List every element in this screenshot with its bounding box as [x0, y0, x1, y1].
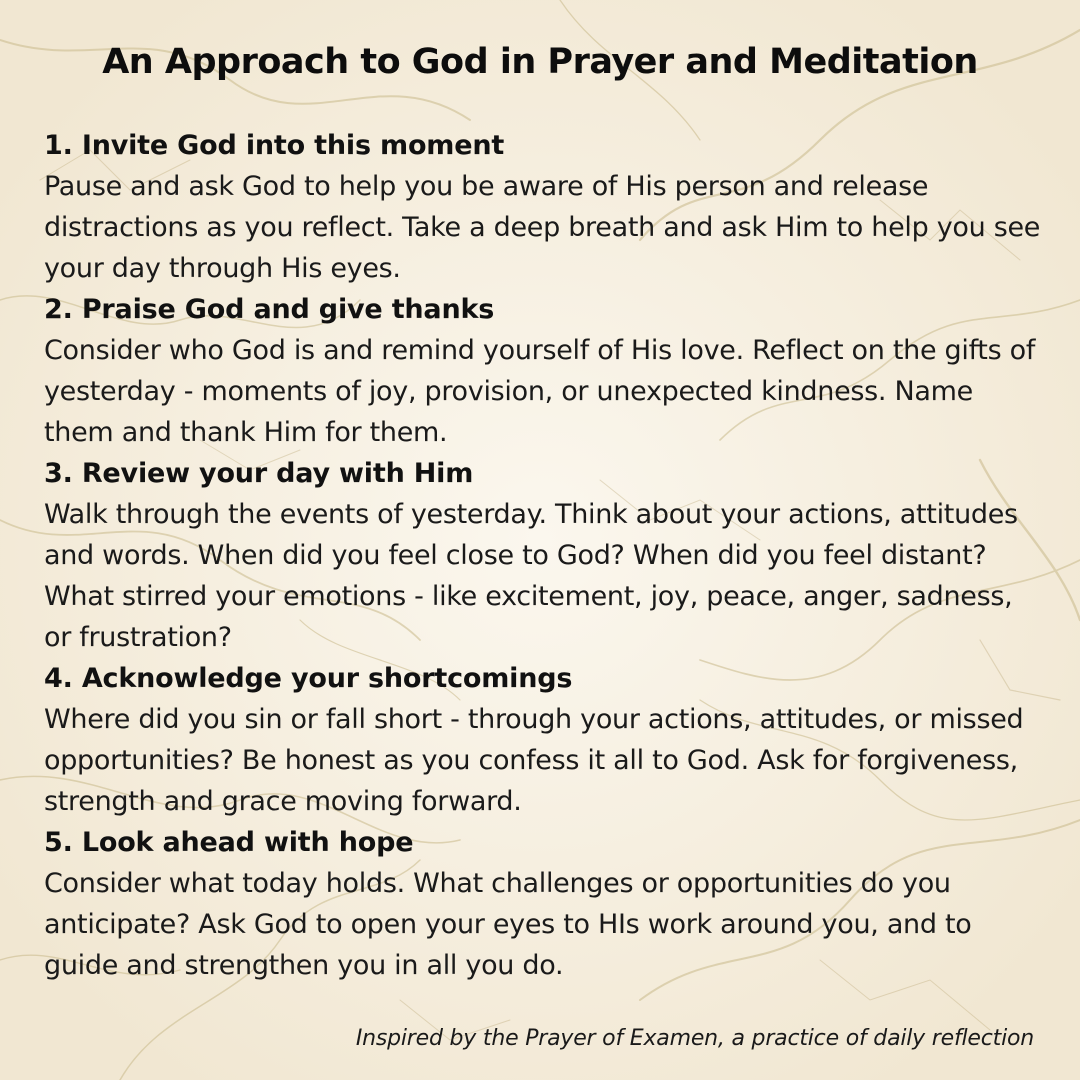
step-heading: 3. Review your day with Him [44, 458, 474, 489]
step-item [44, 125, 1044, 289]
step-item [44, 289, 1044, 453]
step-item [44, 658, 1044, 822]
step-heading: 4. Acknowledge your shortcomings [44, 663, 573, 694]
step-body: Pause and ask God to help you be aware of His person and release distractions as you reflect. Take a deep breath and ask Him to help you see your day through His eyes. [44, 171, 1041, 284]
step-item [44, 453, 1044, 658]
step-item [44, 822, 1044, 986]
steps-list [44, 125, 1044, 986]
step-heading: 2. Praise God and give thanks [44, 294, 495, 325]
step-body: Consider what today holds. What challenges or opportunities do you anticipate? Ask God to open your eyes to HIs work around you, and to guide and strengthen you in all you do. [44, 868, 972, 981]
step-body: Where did you sin or fall short - through your actions, attitudes, or missed opportunities? Be honest as you confess it all to God. Ask for forgiveness, strength and grace moving forward. [44, 704, 1024, 817]
step-body: Consider who God is and remind yourself of His love. Reflect on the gifts of yesterday - moments of joy, provision, or unexpected kindness. Name them and thank Him for them. [44, 335, 1036, 448]
page-title: An Approach to God in Prayer and Meditation [102, 42, 978, 82]
step-body: Walk through the events of yesterday. Think about your actions, attitudes and words. When did you feel close to God? When did you feel distant? What stirred your emotions - like excitement, joy, peace, anger, sadness, or frustration? [44, 499, 1018, 653]
step-heading: 1. Invite God into this moment [44, 130, 505, 161]
footer-note: Inspired by the Prayer of Examen, a practice of daily reflection [355, 1026, 1034, 1051]
step-heading: 5. Look ahead with hope [44, 827, 414, 858]
